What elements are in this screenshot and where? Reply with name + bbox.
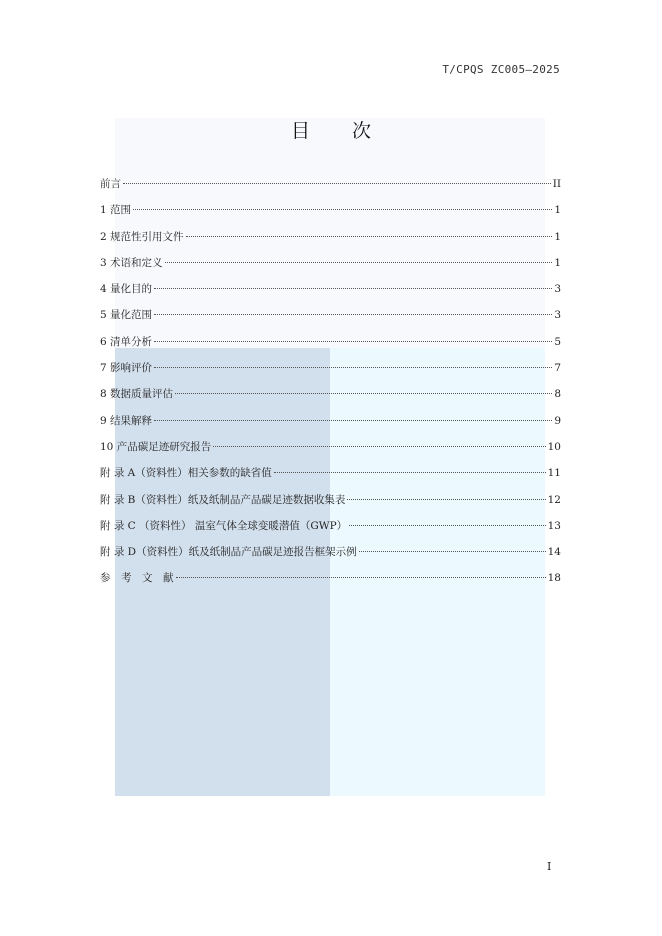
toc-entry-page: 3	[554, 309, 561, 322]
toc-entry-page: 12	[547, 493, 561, 506]
toc-entry[interactable]	[100, 174, 561, 200]
toc-entry-label: 附 录 A（资料性）相关参数的缺省值	[100, 467, 272, 480]
toc-entry-label: 8 数据质量评估	[100, 388, 174, 401]
toc-entry-label: 7 影响评价	[100, 362, 153, 375]
dot-leader	[154, 313, 552, 315]
dot-leader	[123, 182, 551, 184]
toc-entry-label: 9 结果解释	[100, 414, 153, 427]
dot-leader	[213, 445, 545, 447]
document-code: T/CPQS ZC005—2025	[442, 63, 560, 76]
toc-entry-page: 1	[554, 256, 561, 269]
dot-leader	[186, 235, 553, 237]
dot-leader	[176, 576, 546, 578]
toc-entry-label: 4 量化目的	[100, 283, 153, 296]
dot-leader	[133, 208, 552, 210]
toc-entry-label: 参 考 文 献	[100, 572, 174, 585]
dot-leader	[154, 419, 552, 421]
toc-entry-page: II	[552, 178, 561, 190]
toc-entry[interactable]	[100, 253, 561, 279]
page-number: I	[547, 860, 552, 873]
toc-entry-page: 18	[547, 572, 561, 585]
toc-entry-label: 前言	[100, 178, 121, 190]
toc-entry-page: 7	[554, 362, 561, 375]
toc-entry[interactable]	[100, 437, 561, 463]
toc-entry[interactable]	[100, 490, 561, 516]
toc-entry[interactable]	[100, 332, 561, 358]
toc-entry-label: 3 术语和定义	[100, 256, 163, 269]
toc-entry[interactable]	[100, 411, 561, 437]
toc-entry-page: 1	[554, 204, 561, 217]
dot-leader	[274, 471, 546, 473]
toc-entry-label: 2 规范性引用文件	[100, 230, 184, 243]
toc-entry[interactable]	[100, 279, 561, 305]
toc-entry-page: 11	[547, 467, 561, 480]
dot-leader	[154, 340, 552, 342]
dot-leader	[154, 287, 552, 289]
toc-entry[interactable]	[100, 568, 561, 594]
page-title: 目 次	[290, 120, 390, 142]
dot-leader	[347, 498, 545, 500]
toc-entry-label: 6 清单分析	[100, 335, 153, 348]
toc-entry-label: 附 录 C （资料性） 温室气体全球变暖潜值（GWP）	[100, 519, 348, 532]
toc-entry-page: 10	[547, 440, 561, 453]
toc-entry[interactable]	[100, 516, 561, 542]
toc-entry-page: 14	[547, 546, 561, 559]
dot-leader	[165, 261, 553, 263]
dot-leader	[175, 392, 552, 394]
dot-leader	[154, 366, 552, 368]
toc-entry-page: 1	[554, 230, 561, 243]
toc-entry[interactable]	[100, 358, 561, 384]
toc-entry-page: 5	[554, 335, 561, 348]
toc-entry-label: 1 范围	[100, 204, 132, 217]
toc-entry-label: 10 产品碳足迹研究报告	[100, 440, 212, 453]
toc-entry-page: 13	[547, 519, 561, 532]
toc-entry-label: 5 量化范围	[100, 309, 153, 322]
toc-entry[interactable]	[100, 463, 561, 489]
toc-entry[interactable]	[100, 200, 561, 226]
toc-entry[interactable]	[100, 305, 561, 331]
toc-entry[interactable]	[100, 542, 561, 568]
toc-entry-page: 9	[554, 414, 561, 427]
dot-leader	[349, 524, 545, 526]
toc-entry[interactable]	[100, 227, 561, 253]
table-of-contents	[100, 174, 561, 595]
toc-entry-label: 附 录 B（资料性）纸及纸制品产品碳足迹数据收集表	[100, 493, 346, 506]
toc-entry-page: 3	[554, 283, 561, 296]
dot-leader	[359, 550, 546, 552]
toc-entry[interactable]	[100, 384, 561, 410]
toc-entry-page: 8	[554, 388, 561, 401]
toc-entry-label: 附 录 D（资料性）纸及纸制品产品碳足迹报告框架示例	[100, 546, 357, 559]
